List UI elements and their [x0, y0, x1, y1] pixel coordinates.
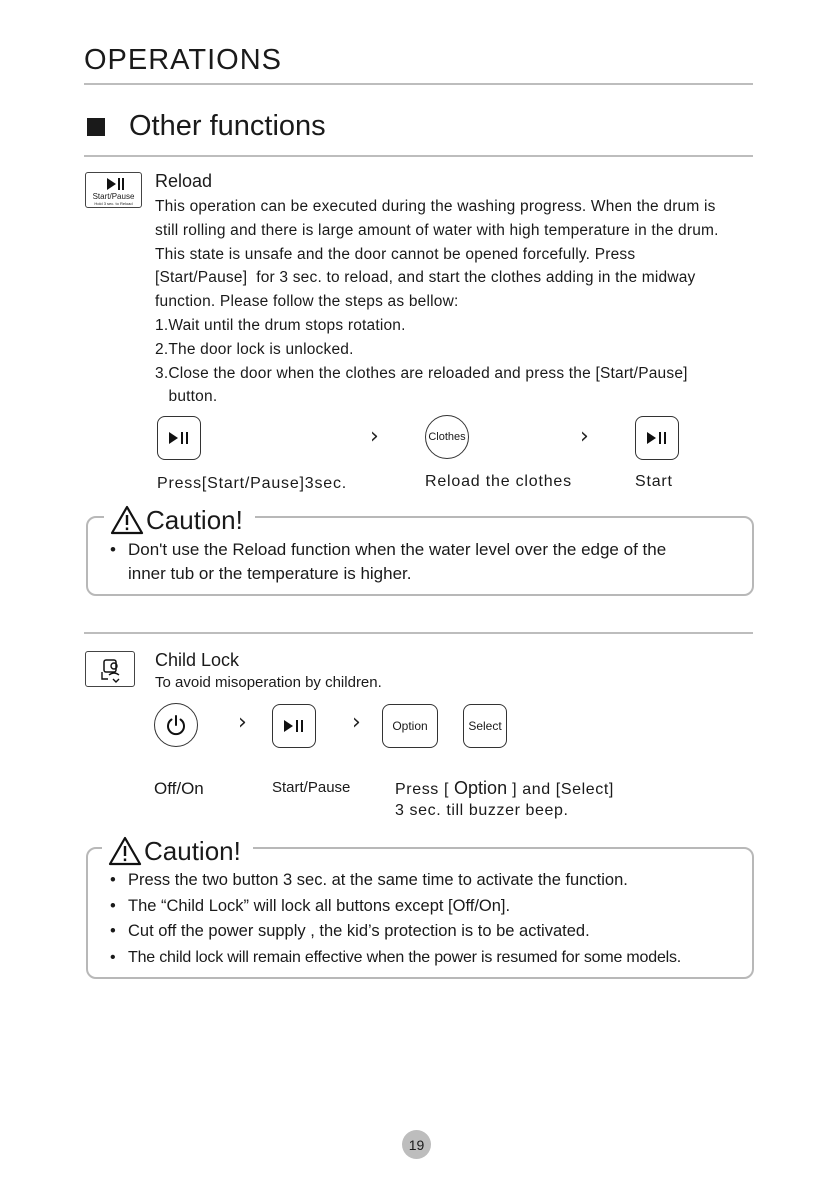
caution-title: Caution!: [144, 835, 241, 866]
reload-icon-label: Start/Pause: [92, 192, 135, 201]
option-button-graphic: [382, 704, 438, 748]
caution-item: • Press the two button 3 sec. at the same time to activate the function.: [108, 868, 750, 894]
clothes-label: Clothes: [428, 431, 466, 443]
step-caption-press: Press[Start/Pause]3sec.: [157, 475, 348, 492]
warning-icon: [108, 836, 142, 866]
section-title: Other functions: [129, 110, 326, 142]
child-lock-caution-header: [102, 834, 253, 868]
start-pause-button-graphic: [272, 704, 316, 748]
caution-item: • The “Child Lock” will lock all buttons except [Off/On].: [108, 894, 750, 920]
power-icon: [164, 713, 188, 737]
caption-press-b: ] and [Select]: [507, 781, 614, 798]
reload-step-2: 2.The door lock is unlocked.: [155, 340, 354, 358]
warning-icon: [110, 505, 144, 535]
child-lock-caution-list: [108, 868, 750, 970]
chevron-right-icon: ›: [238, 710, 247, 735]
reload-caution-list: [108, 538, 738, 586]
child-lock-subtitle: To avoid misoperation by children.: [155, 674, 382, 691]
caution-title: Caution!: [146, 504, 243, 535]
caution-item: • Don't use the Reload function when the water level over the edge of the: [108, 538, 738, 562]
reload-caution-header: [104, 503, 255, 537]
start-pause-button-graphic: [157, 416, 201, 460]
page-number: 19: [402, 1130, 431, 1159]
chevron-right-icon: ›: [370, 424, 379, 449]
reload-icon-sublabel: Hold 3 sec. to Reload: [94, 201, 133, 206]
page-title: OPERATIONS: [84, 44, 282, 76]
caption-off-on: Off/On: [154, 779, 204, 798]
reload-line: This state is unsafe and the door cannot be opened forcefully. Press: [155, 245, 636, 263]
reload-step-3-cont: button.: [155, 388, 218, 406]
child-lock-divider: [84, 632, 753, 634]
caution-item: • The child lock will remain effective when the power is resumed for some models.: [108, 945, 750, 971]
step-caption-reload: Reload the clothes: [425, 473, 572, 490]
reload-line: This operation can be executed during the washing progress. When the drum is: [155, 198, 716, 215]
child-lock-title: Child Lock: [155, 650, 240, 670]
start-pause-reload-icon: [85, 172, 142, 208]
play-pause-icon: [86, 175, 141, 193]
caption-press-a: Press [: [395, 781, 455, 798]
caution-item: • Cut off the power supply , the kid’s protection is to be activated.: [108, 919, 750, 945]
play-pause-icon: [644, 430, 670, 446]
reload-title: Reload: [155, 171, 213, 191]
reload-step-1: 1.Wait until the drum stops rotation.: [155, 316, 406, 334]
reload-line: [Start/Pause] for 3 sec. to reload, and start the clothes adding in the midway: [155, 269, 696, 287]
option-label: Option: [392, 719, 428, 733]
start-button-graphic: [635, 416, 679, 460]
header-divider: [84, 83, 753, 85]
caution-item-cont: inner tub or the temperature is higher.: [128, 564, 412, 583]
select-button-graphic: [463, 704, 507, 748]
caption-press: [395, 778, 614, 799]
play-pause-icon: [166, 430, 192, 446]
reload-description: [155, 195, 780, 409]
play-pause-icon: [281, 718, 307, 734]
section-divider: [84, 155, 753, 157]
step-caption-start: Start: [635, 473, 673, 490]
section-bullet-icon: [87, 118, 105, 136]
caption-press-line2: 3 sec. till buzzer beep.: [395, 802, 569, 819]
reload-step-3: 3.Close the door when the clothes are reloaded and press the [Start/Pause]: [155, 364, 688, 382]
caption-press-option: Option: [454, 778, 508, 798]
select-label: Select: [468, 719, 502, 733]
caption-start-pause: Start/Pause: [272, 779, 351, 796]
power-button-graphic: [154, 703, 198, 747]
chevron-right-icon: ›: [580, 424, 589, 449]
reload-line: still rolling and there is large amount of water with high temperature in the drum.: [155, 221, 719, 239]
chevron-right-icon: ›: [352, 710, 361, 735]
reload-line: function. Please follow the steps as bellow:: [155, 293, 459, 311]
clothes-circle: [425, 415, 469, 459]
child-lock-icon: [85, 651, 135, 687]
